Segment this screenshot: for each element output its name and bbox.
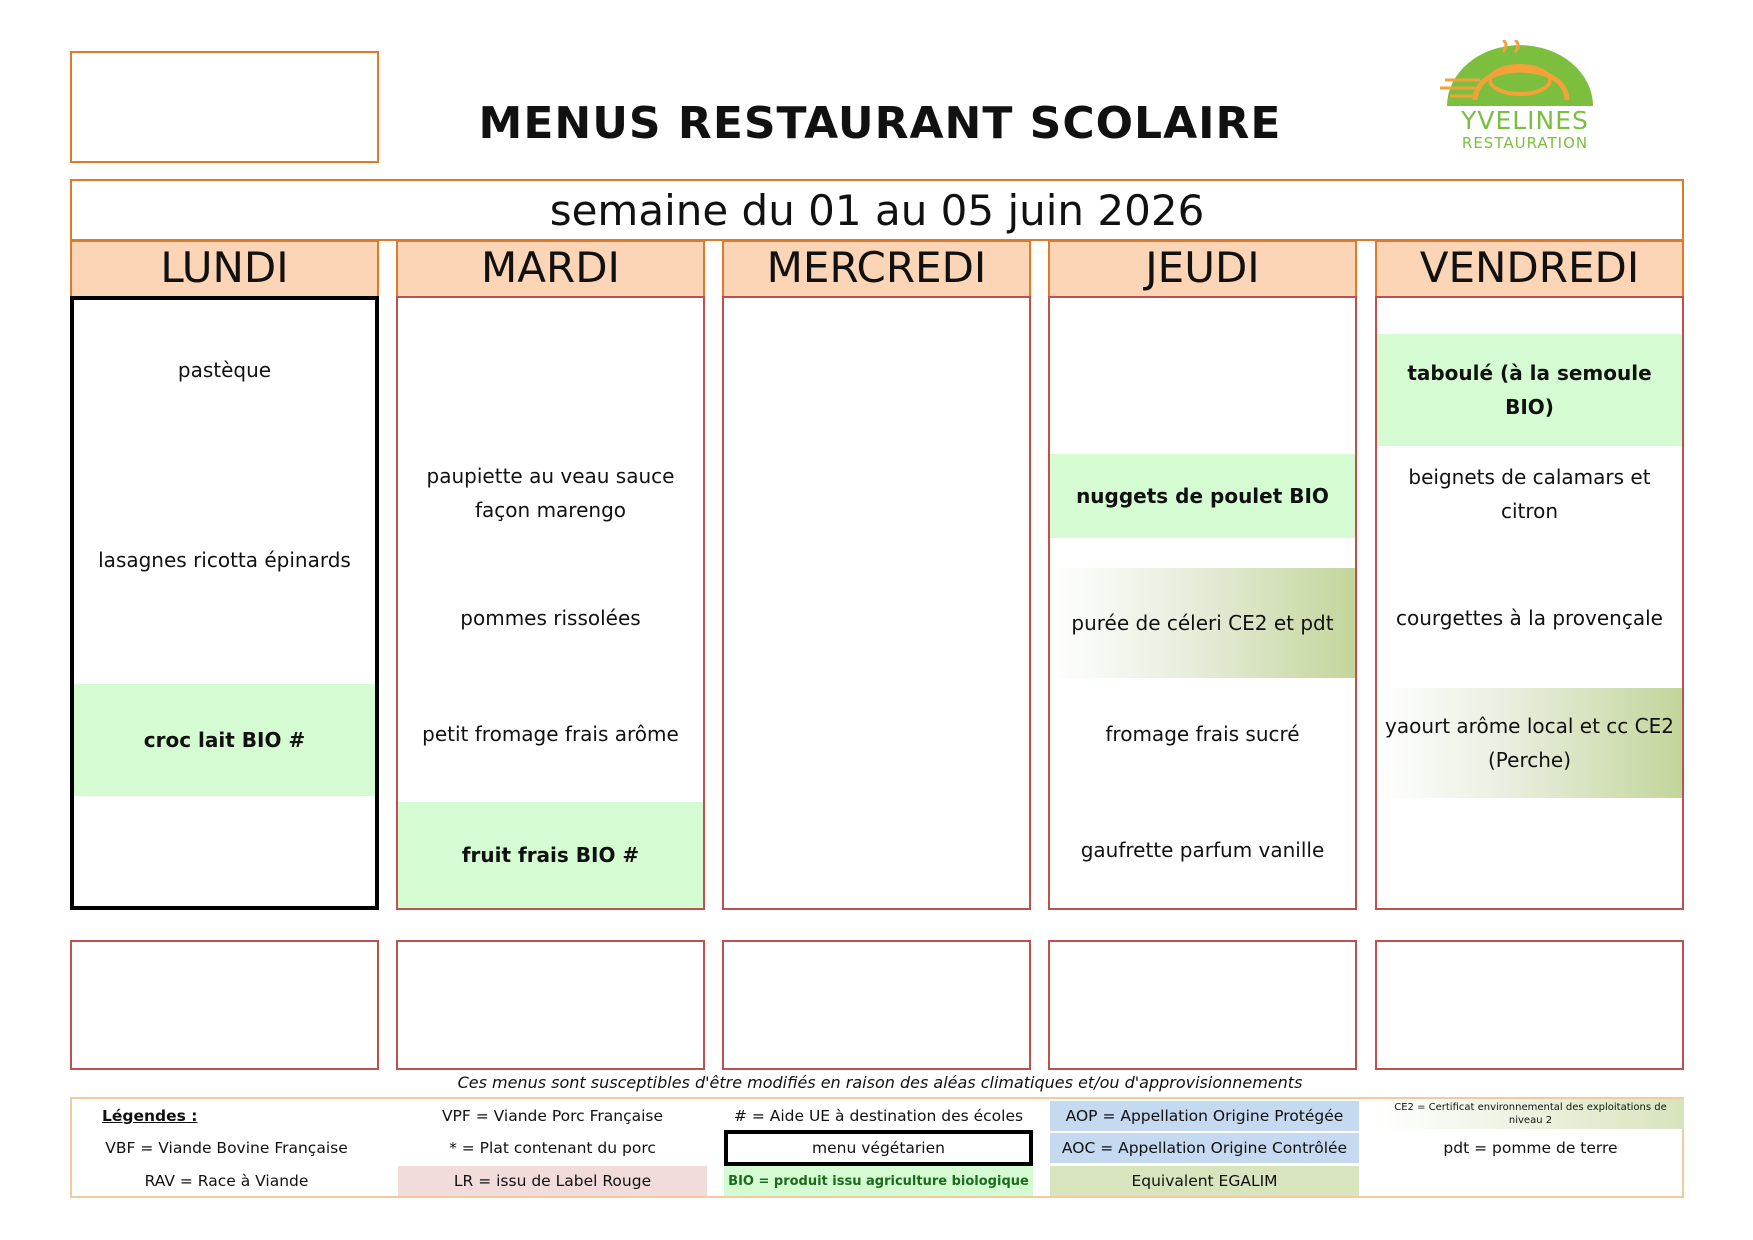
day-column-jeudi (1048, 296, 1357, 910)
menu-item: pastèque (177, 358, 272, 382)
legend-aoc: AOC = Appellation Origine Contrôlée (1050, 1133, 1359, 1163)
menu-item: beignets de calamars et citron (1408, 465, 1651, 523)
day-header-jeudi: JEUDI (1048, 240, 1357, 298)
menu-item: fromage frais sucré (1105, 722, 1300, 746)
menu-item: petit fromage frais arôme (422, 722, 679, 746)
menu-item: lasagnes ricotta épinards (98, 548, 351, 572)
page-title: MENUS RESTAURANT SCOLAIRE (478, 98, 1282, 149)
bottom-box-mercredi (722, 940, 1031, 1070)
menu-item: croc lait BIO # (74, 684, 375, 796)
legend-vpf: VPF = Viande Porc Française (441, 1107, 664, 1125)
legend-aide-ue: # = Aide UE à destination des écoles (733, 1107, 1024, 1125)
bottom-box-vendredi (1375, 940, 1684, 1070)
day-column-mardi (396, 296, 705, 910)
day-header-lundi: LUNDI (70, 240, 379, 298)
legend-rav: RAV = Race à Viande (144, 1172, 309, 1190)
menu-item: courgettes à la provençale (1396, 606, 1663, 630)
legend-bio: BIO = produit issu agriculture biologique (724, 1166, 1033, 1196)
day-column-mercredi (722, 296, 1031, 910)
day-column-lundi (70, 296, 379, 910)
menu-item: gaufrette parfum vanille (1080, 838, 1325, 862)
legend-aop: AOP = Appellation Origine Protégée (1050, 1101, 1359, 1131)
day-header-mercredi: MERCREDI (722, 240, 1031, 298)
legend (70, 1097, 1684, 1198)
day-column-vendredi (1375, 296, 1684, 910)
bottom-box-mardi (396, 940, 705, 1070)
menu-item: purée de céleri CE2 et pdt (1050, 568, 1355, 678)
logo-line1: YVELINES (1461, 106, 1589, 135)
legend-pdt: pdt = pomme de terre (1443, 1139, 1618, 1157)
legend-egalim: Equivalent EGALIM (1050, 1166, 1359, 1196)
week-banner: semaine du 01 au 05 juin 2026 (70, 179, 1684, 241)
legend-vegetarien: menu végétarien (724, 1130, 1033, 1166)
legend-label-rouge: LR = issu de Label Rouge (398, 1166, 707, 1196)
yvelines-restauration-logo (1425, 40, 1625, 160)
legend-vbf: VBF = Viande Bovine Française (105, 1139, 348, 1157)
legend-ce2: CE2 = Certificat environnemental des exploitations de niveau 2 (1377, 1099, 1684, 1129)
legend-porc: * = Plat contenant du porc (449, 1139, 656, 1157)
logo-line2: RESTAURATION (1461, 134, 1589, 152)
menu-item: fruit frais BIO # (398, 802, 703, 908)
menu-item: pommes rissolées (460, 606, 641, 630)
disclaimer: Ces menus sont susceptibles d'être modifiés en raison des aléas climatiques et/ou d'approvisionnements (457, 1073, 1303, 1092)
menu-item: taboulé (à la semoule BIO) (1377, 334, 1682, 446)
top-left-box (70, 51, 379, 163)
legend-title: Légendes : (102, 1107, 198, 1125)
menu-item: nuggets de poulet BIO (1050, 454, 1355, 538)
menu-item: paupiette au veau sauce façon marengo (426, 464, 675, 522)
bottom-box-jeudi (1048, 940, 1357, 1070)
bottom-box-lundi (70, 940, 379, 1070)
day-header-vendredi: VENDREDI (1375, 240, 1684, 298)
day-header-mardi: MARDI (396, 240, 705, 298)
menu-item: yaourt arôme local et cc CE2 (Perche) (1377, 688, 1682, 798)
